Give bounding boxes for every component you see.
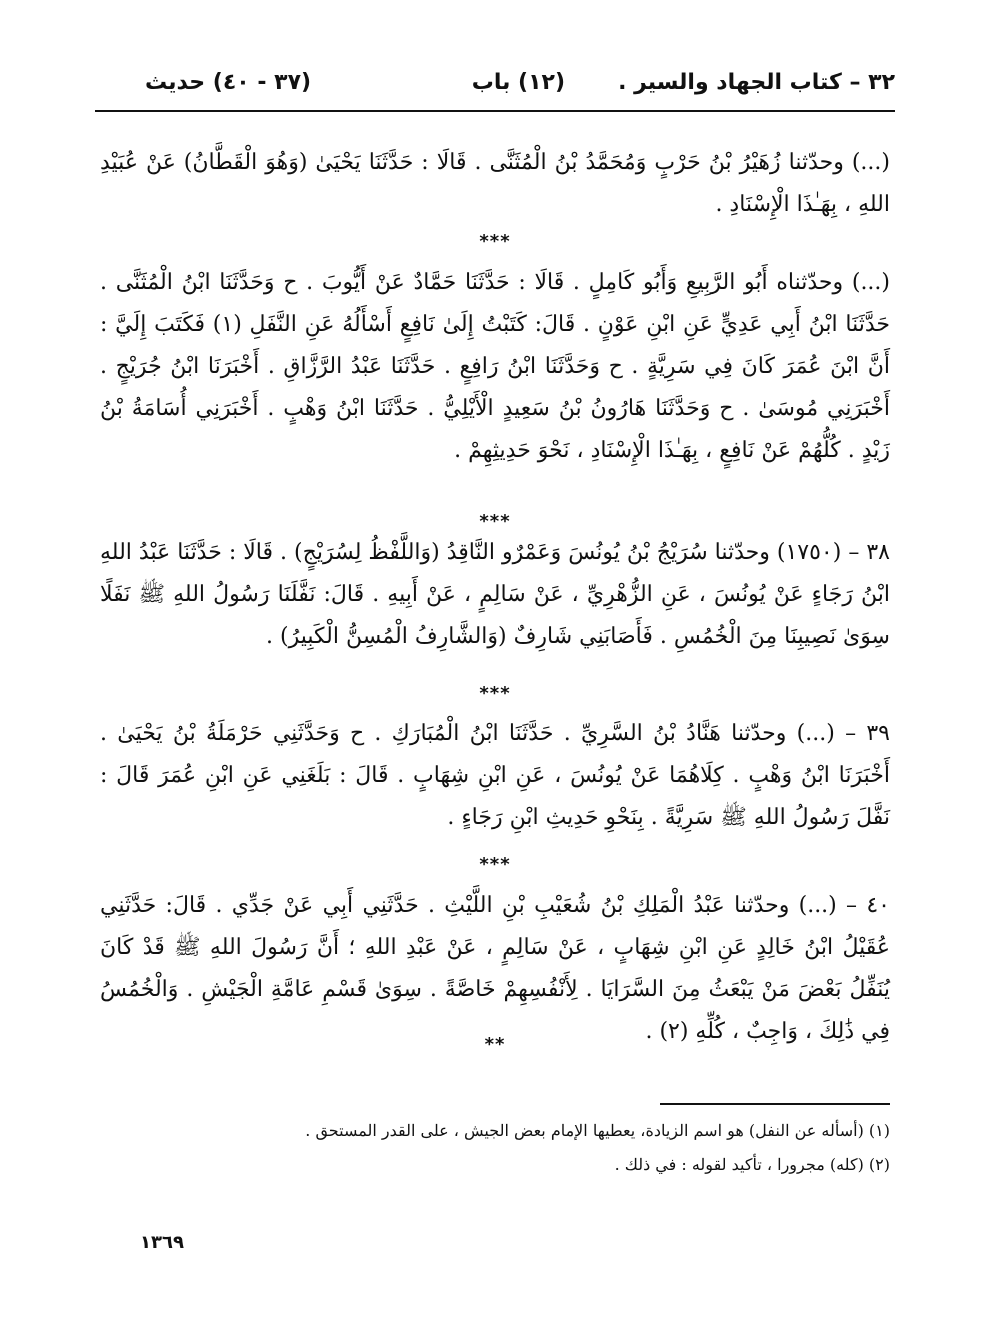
hadith-text: (...) وحدّثناه أَبُو الرَّبِيعِ وَأَبُو كَامِلٍ . قَالَا : حَدَّثَنَا حَمَّادٌ عَنْ أَيُّوبَ . ح وَحَدَّثَنَا ابْنُ الْمُثَنَّى . حَدَّثَنَا ابْنُ أَبِي عَدِيٍّ عَنِ ابْنِ عَوْنٍ . قَالَ: كَتَبْتُ إِلَىٰ نَافِعٍ أَسْأَلُهُ عَنِ النَّفَلِ (١) فَكَتَبَ إِلَيَّ : أَنَّ ابْنَ عُمَرَ كَانَ فِي سَرِيَّةٍ . ح وَحَدَّثَنَا ابْنُ رَافِعٍ . حَدَّثَنَا عَبْدُ الرَّزَّاقِ . أَخْبَرَنَا ابْنُ جُرَيْجٍ . أَخْبَرَنِي مُوسَىٰ . ح وَحَدَّثَنَا هَارُونُ بْنُ سَعِيدٍ الْأَيْلِيُّ . حَدَّثَنَا ابْنُ وَهْبٍ . أَخْبَرَنِي أُسَامَةُ بْنُ زَيْدٍ . كُلُّهُمْ عَنْ نَافِعٍ ، بِهَـٰذَا الْإِسْنَادِ ، نَحْوَ حَدِيثِهِمْ . [100, 270, 891, 463]
separator-stars: *** [479, 511, 511, 532]
separator-stars: *** [479, 683, 511, 704]
running-header [95, 66, 895, 106]
hadith-39 [100, 713, 890, 839]
hadith-paragraph [100, 262, 890, 472]
header-book-title: ٣٢ – كتاب الجهاد والسير . [618, 70, 895, 95]
hadith-38 [100, 532, 890, 658]
hadith-text: ٤٠ – (...) وحدّثنا عَبْدُ الْمَلِكِ بْنُ شُعَيْبِ بْنِ اللَّيْثِ . حَدَّثَنِي أَبِي عَنْ جَدِّي . قَالَ: حَدَّثَنِي عُقَيْلُ ابْنُ خَالِدٍ عَنِ ابْنِ شِهَابٍ ، عَنْ سَالِمٍ ، عَنْ عَبْدِ اللهِ ؛ أَنَّ رَسُولَ اللهِ ﷺ قَدْ كَانَ يُنَفِّلُ بَعْضَ مَنْ يَبْعَثُ مِنَ السَّرَايَا . لِأَنْفُسِهِمْ خَاصَّةً . سِوَىٰ قَسْمِ عَامَّةِ الْجَيْشِ . وَالْخُمُسُ فِي ذَٰلِكَ ، وَاجِبٌ ، كُلِّهِ (٢) . [100, 893, 890, 1044]
footnote-1: (١) (أسأله عن النفل) هو اسم الزيادة، يعطيها الإمام بعض الجيش ، على القدر المستحق . [305, 1121, 890, 1140]
hadith-paragraph [100, 142, 890, 226]
header-hadith-range: (٣٧ - ٤٠) حديث [145, 70, 312, 95]
separator-stars: *** [479, 854, 511, 875]
hadith-40 [100, 885, 890, 1053]
hadith-text: (...) وحدّثنا زُهَيْرُ بْنُ حَرْبٍ وَمُحَمَّدُ بْنُ الْمُثَنَّى . قَالَا : حَدَّثَنَا يَحْيَىٰ (وَهُوَ الْقَطَّانُ) عَنْ عُبَيْدِ اللهِ ، بِهَـٰذَا الْإِسْنَادِ . [100, 150, 890, 217]
end-mark: ** [484, 1034, 506, 1055]
hadith-text: ٣٨ – (١٧٥٠) وحدّثنا سُرَيْجُ بْنُ يُونُسَ وَعَمْرٌو النَّاقِدُ (وَاللَّفْظُ لِسُرَيْجٍ) . قَالَا : حَدَّثَنَا عَبْدُ اللهِ ابْنُ رَجَاءٍ عَنْ يُونُسَ ، عَنِ الزُّهْرِيِّ ، عَنْ سَالِمٍ ، عَنْ أَبِيهِ . قَالَ: نَفَّلَنَا رَسُولُ اللهِ ﷺ نَفَلًا سِوَىٰ نَصِيبِنَا مِنَ الْخُمُسِ . فَأَصَابَنِي شَارِفٌ (وَالشَّارِفُ الْمُسِنُّ الْكَبِيرُ) . [100, 540, 890, 649]
separator-stars: *** [479, 231, 511, 252]
header-chapter: (١٢) باب [471, 70, 565, 95]
header-divider [95, 110, 895, 112]
footnote-2: (٢) (كله) مجرورا ، تأكيد لقوله : في ذلك . [614, 1155, 890, 1174]
footnote-divider [660, 1103, 890, 1105]
hadith-text: ٣٩ – (...) وحدّثنا هَنَّادُ بْنُ السَّرِيِّ . حَدَّثَنَا ابْنُ الْمُبَارَكِ . ح وَحَدَّثَنِي حَرْمَلَةُ بْنُ يَحْيَىٰ . أَخْبَرَنَا ابْنُ وَهْبٍ . كِلَاهُمَا عَنْ يُونُسَ ، عَنِ ابْنِ شِهَابٍ . قَالَ : بَلَغَنِي عَنِ ابْنِ عُمَرَ قَالَ : نَفَّلَ رَسُولُ اللهِ ﷺ سَرِيَّةً . بِنَحْوِ حَدِيثِ ابْنِ رَجَاءٍ . [100, 721, 890, 830]
page-number: ١٣٦٩ [140, 1232, 184, 1253]
